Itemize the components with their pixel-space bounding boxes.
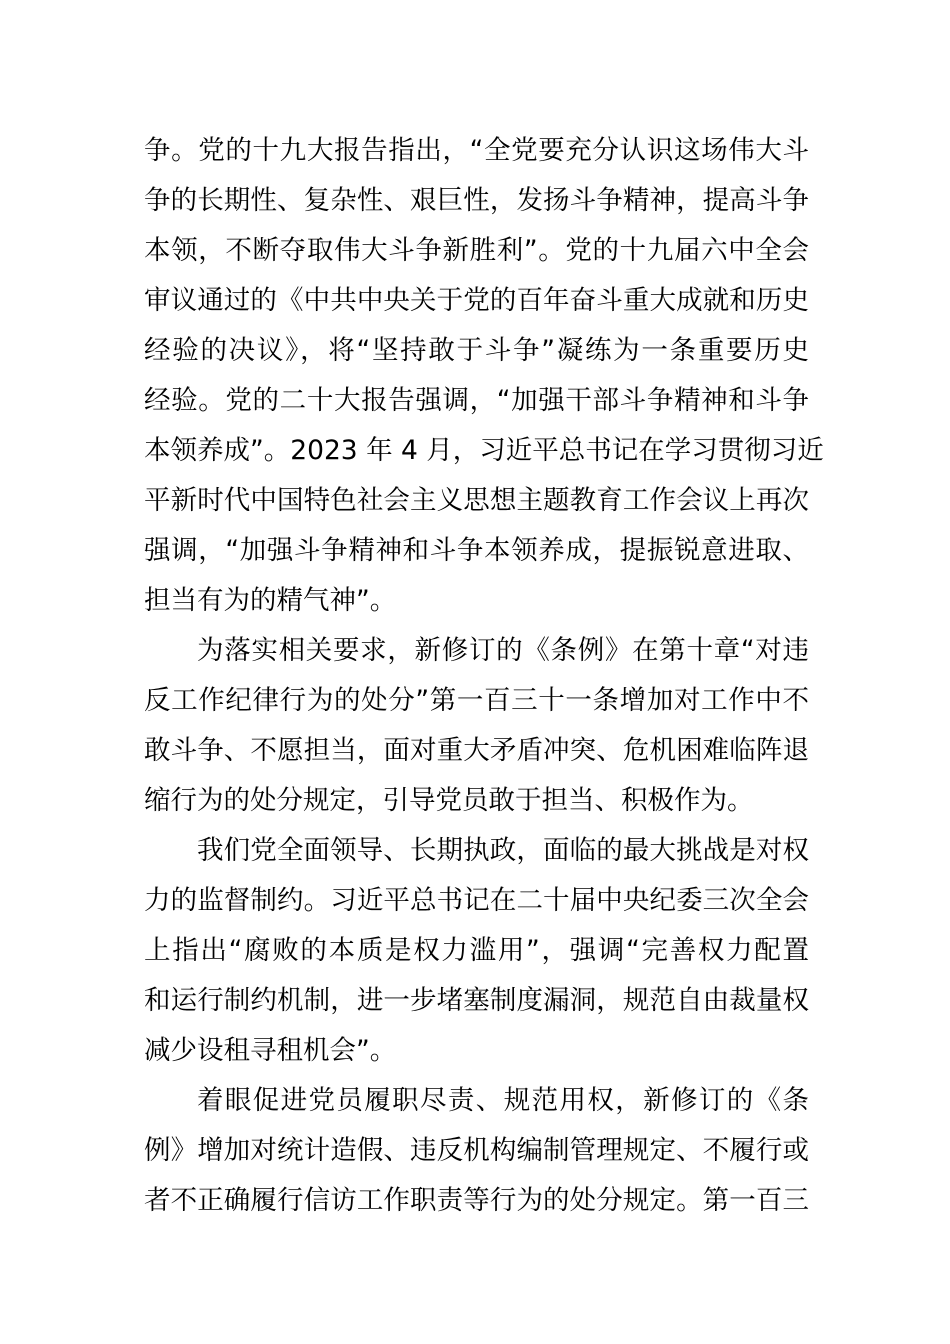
text-line: 经验。党的二十大报告强调，“加强干部斗争精神和斗争 (144, 385, 809, 416)
text-line: 例》增加对统计造假、违反机构编制管理规定、不履行或 (144, 1135, 809, 1166)
text-line: 和运行制约机制，进一步堵塞制度漏洞，规范自由裁量权 (144, 985, 809, 1016)
document-body (144, 126, 824, 1226)
paragraph-2 (144, 626, 809, 826)
text-line: 强调，“加强斗争精神和斗争本领养成，提振锐意进取、 (144, 535, 809, 566)
text-line: 审议通过的《中共中央关于党的百年奋斗重大成就和历史 (144, 285, 809, 316)
text-line: 者不正确履行信访工作职责等行为的处分规定。第一百三 (144, 1185, 809, 1216)
text-line: 本领，不断夺取伟大斗争新胜利”。党的十九届六中全会 (144, 235, 809, 266)
text-line: 本领养成”。2023 年 4 月，习近平总书记在学习贯彻习近 (144, 435, 824, 466)
text-line: 争。党的十九大报告指出，“全党要充分认识这场伟大斗 (144, 135, 809, 166)
text-line: 争的长期性、复杂性、艰巨性，发扬斗争精神，提高斗争 (144, 185, 809, 216)
text-line: 担当有为的精气神”。 (144, 585, 397, 616)
paragraph-4 (144, 1076, 809, 1226)
text-line: 反工作纪律行为的处分”第一百三十一条增加对工作中不 (144, 685, 809, 716)
text-line: 我们党全面领导、长期执政，面临的最大挑战是对权 (197, 835, 809, 866)
text-line: 减少设租寻租机会”。 (144, 1035, 397, 1066)
paragraph-3 (144, 826, 809, 1076)
text-line: 平新时代中国特色社会主义思想主题教育工作会议上再次 (144, 485, 809, 516)
text-line: 为落实相关要求，新修订的《条例》在第十章“对违 (197, 635, 809, 666)
text-line: 力的监督制约。习近平总书记在二十届中央纪委三次全会 (144, 885, 809, 916)
text-line: 上指出“腐败的本质是权力滥用”，强调“完善权力配置 (144, 935, 809, 966)
text-line: 敢斗争、不愿担当，面对重大矛盾冲突、危机困难临阵退 (144, 735, 809, 766)
text-line: 着眼促进党员履职尽责、规范用权，新修订的《条 (197, 1085, 809, 1116)
text-line: 经验的决议》，将“坚持敢于斗争”凝练为一条重要历史 (144, 335, 809, 366)
paragraph-1 (144, 126, 824, 626)
text-line: 缩行为的处分规定，引导党员敢于担当、积极作为。 (144, 785, 754, 816)
